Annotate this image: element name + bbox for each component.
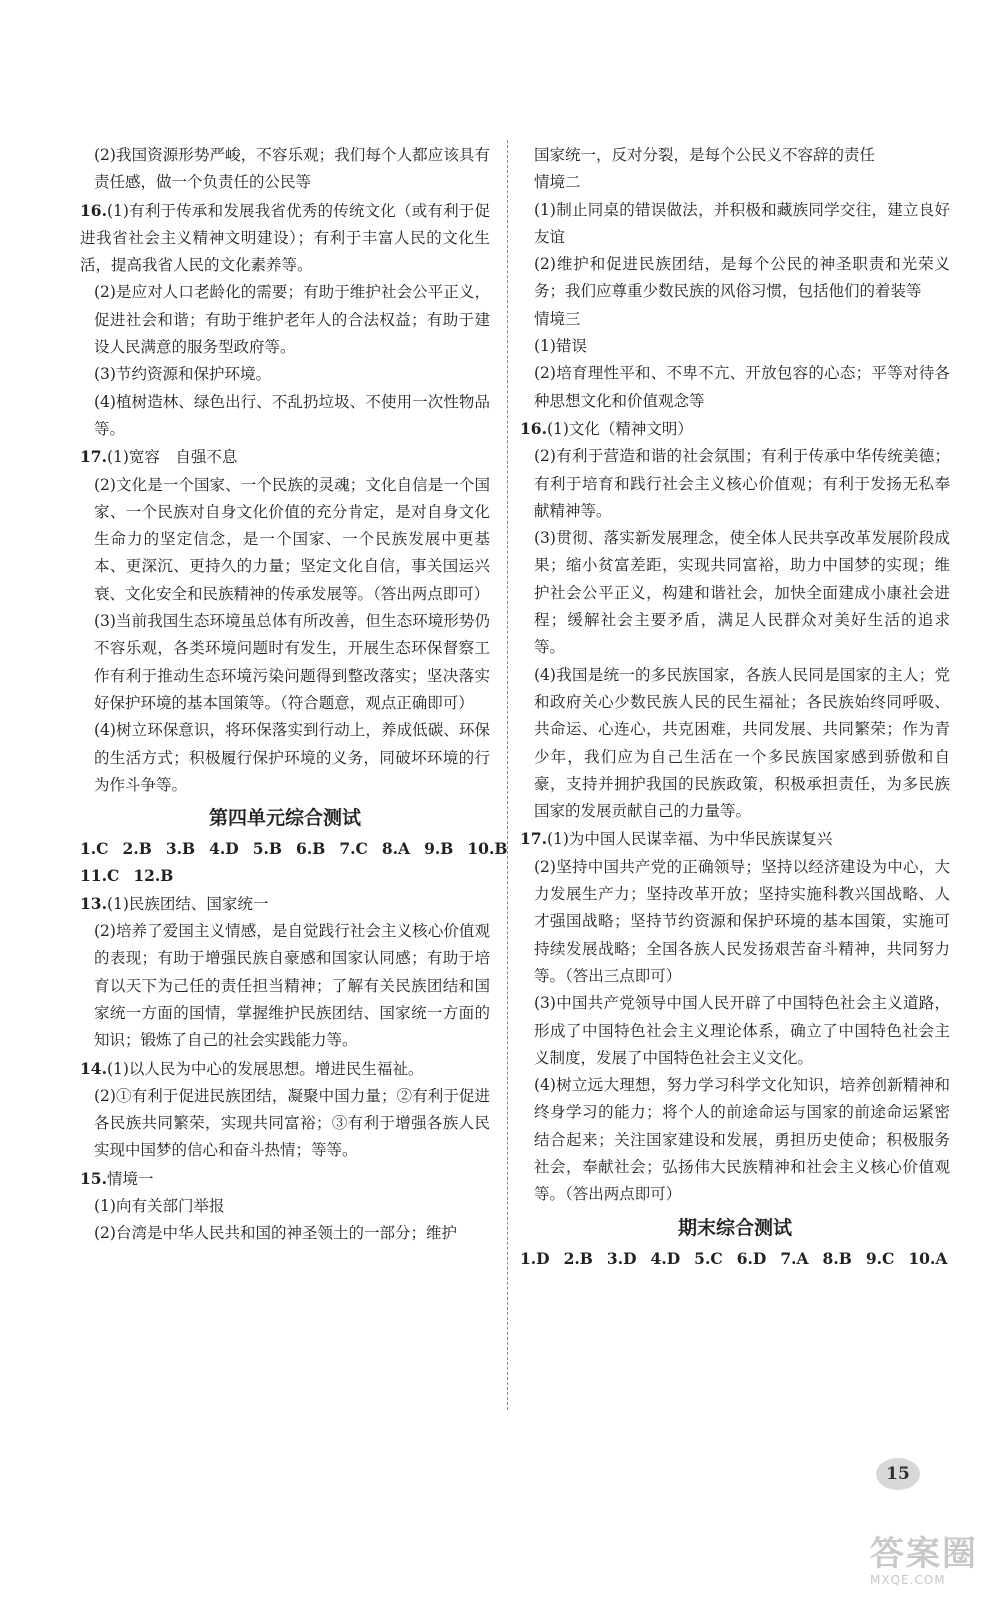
answer-text: (2)是应对人口老龄化的需要；有助于维护社会公平正义，促进社会和谐；有助于维护老年人的合法权益；有助于建设人民满意的服务型政府等。 xyxy=(94,283,490,357)
answer-text: (1)民族团结、国家统一 xyxy=(106,894,269,913)
question-number: 17. xyxy=(80,447,107,467)
answer-text: (2)培育理性平和、不卑不亢、开放包容的心态；平等对待各种思想文化和价值观念等 xyxy=(534,364,950,410)
choice-answer: 3.D xyxy=(606,1248,637,1268)
choice-answers-row xyxy=(520,1245,950,1272)
answer-paragraph xyxy=(80,1055,490,1083)
answer-text: 国家统一，反对分裂，是每个公民义不容辞的责任 xyxy=(534,146,876,164)
choice-answer: 4.D xyxy=(209,839,239,859)
answer-text: (4)我国是统一的多民族国家，各族人民同是国家的主人；党和政府关心少数民族人民的民生福祉；各民族始终同呼吸、共命运、心连心，共克困难，共同发展、共同繁荣；作为青少年，我们应为自己生活在一个多民族国家感到骄傲和自豪，支持并拥护我国的民族政策，积极承担责任，为多民族国家的发展贡献自己的力量等。 xyxy=(534,665,950,821)
choice-answer: 7.C xyxy=(339,839,368,859)
answer-paragraph xyxy=(80,443,490,471)
answer-paragraph xyxy=(520,662,950,826)
answer-paragraph xyxy=(80,389,490,444)
answer-text: 情境二 xyxy=(534,173,581,192)
answer-paragraph xyxy=(80,717,490,799)
answer-paragraph xyxy=(520,415,950,443)
answer-paragraph xyxy=(80,890,490,918)
answer-paragraph xyxy=(80,142,490,197)
answer-paragraph xyxy=(520,142,950,169)
answer-text: (1)有利于传承和发展我省优秀的传统文化（或有利于促进我省社会主义精神文明建设）；有利于丰富人民的文化生活，提高我省人民的文化素养等。 xyxy=(80,201,490,275)
choice-answer: 6.D xyxy=(736,1248,767,1268)
choice-answer: 9.B xyxy=(424,839,454,859)
answer-text: (3)贯彻、落实新发展理念，使全体人民共享改革发展阶段成果；缩小贫富差距，实现共同富裕，助力中国梦的实现；维护社会公平正义，构建和谐社会，加快全面建成小康社会进程；缓解社会主要矛盾，满足人民群众对美好生活的追求等。 xyxy=(534,529,950,657)
watermark-logo xyxy=(870,1535,990,1591)
answer-paragraph xyxy=(520,251,950,306)
answer-paragraph xyxy=(80,197,490,280)
answer-text: (1)以人民为中心的发展思想。增进民生福祉。 xyxy=(106,1059,424,1078)
choice-answer: 12.B xyxy=(133,866,174,886)
answer-paragraph xyxy=(520,1072,950,1208)
choice-answer: 1.C xyxy=(80,839,109,859)
answer-paragraph xyxy=(80,1165,490,1193)
choice-answer: 7.A xyxy=(780,1248,809,1268)
answer-text: (2)坚持中国共产党的正确领导；坚持以经济建设为中心，大力发展生产力；坚持改革开放；坚持实施科教兴国战略、人才强国战略；坚持节约资源和保护环境的基本国策，实施可持续发展战略；全国各族人民发扬艰苦奋斗精神，共同努力等。（答出三点即可） xyxy=(534,857,950,985)
choice-answers-row xyxy=(80,835,508,862)
choice-answer: 10.B xyxy=(467,839,508,859)
question-number: 16. xyxy=(520,418,547,438)
answer-paragraph xyxy=(520,169,950,196)
answer-paragraph xyxy=(520,443,950,525)
choice-answer: 5.C xyxy=(694,1248,723,1268)
choice-answer: 9.C xyxy=(865,1248,895,1268)
answer-text: (1)错误 xyxy=(534,337,587,356)
answer-paragraph xyxy=(80,1193,490,1220)
answer-text: (1)为中国人民谋幸福、为中华民族谋复兴 xyxy=(546,830,833,849)
choice-answer: 6.B xyxy=(296,839,326,859)
choice-answer: 10.A xyxy=(908,1248,948,1268)
question-number: 17. xyxy=(520,829,547,849)
answer-text: 情境三 xyxy=(534,309,581,328)
choice-answer: 2.B xyxy=(563,1248,593,1268)
right-column xyxy=(520,142,950,1272)
choice-answer: 8.B xyxy=(822,1248,852,1268)
page-number-badge xyxy=(862,1452,950,1496)
answer-paragraph xyxy=(520,854,950,990)
answer-text: (3)节约资源和保护环境。 xyxy=(94,365,271,384)
column-divider xyxy=(507,140,508,1410)
choice-answer: 1.D xyxy=(520,1248,550,1268)
page-number: 15 xyxy=(876,1458,920,1490)
answer-text: 情境一 xyxy=(106,1169,154,1188)
answer-text: (2)文化是一个国家、一个民族的灵魂；文化自信是一个国家、一个民族对自身文化价值的充分肯定，是对自身文化生命力的坚定信念，是一个国家、一个民族发展中更基本、更深沉、更持久的力量；坚定文化自信，事关国运兴衰、文化安全和民族精神的传承发展等。（答出两点即可） xyxy=(94,475,490,603)
answer-text: (1)制止同桌的错误做法，并积极和藏族同学交往，建立良好友谊 xyxy=(534,200,950,246)
answer-paragraph xyxy=(80,279,490,361)
answer-text: (2)有利于营造和谐的社会氛围；有利于传承中华传统美德；有利于培育和践行社会主义核心价值观；有利于发扬无私奉献精神等。 xyxy=(534,447,950,520)
question-number: 13. xyxy=(80,893,107,913)
choice-answer: 5.B xyxy=(252,839,283,859)
answer-text: (4)树立环保意识，将环保落实到行动上，养成低碳、环保的生活方式；积极履行保护环境的义务，同破坏环境的行为作斗争等。 xyxy=(94,721,490,794)
answer-text: (1)向有关部门举报 xyxy=(94,1196,225,1215)
choice-answers-row xyxy=(80,862,490,889)
answer-paragraph xyxy=(80,608,490,717)
answer-text: (3)中国共产党领导中国人民开辟了中国特色社会主义道路，形成了中国特色社会主义理论体系，确立了中国特色社会主义制度，发展了中国特色社会主义文化。 xyxy=(534,994,950,1067)
answer-text: (1)文化（精神文明） xyxy=(546,419,693,438)
answer-paragraph xyxy=(80,472,490,608)
answer-text: (4)树立远大理想，努力学习科学文化知识，培养创新精神和终身学习的能力；将个人的前途命运与国家的前途命运紧密结合起来；关注国家建设和发展，勇担历史使命；积极服务社会，奉献社会；弘扬伟大民族精神和社会主义核心价值观等。（答出两点即可） xyxy=(534,1076,950,1204)
answer-text: (2)培养了爱国主义情感，是自觉践行社会主义核心价值观的表现；有助于增强民族自豪感和国家认同感；有助于培育以天下为己任的责任担当精神；了解有关民族团结和国家统一方面的国情，掌握维护民族团结、国家统一方面的知识；锻炼了自己的社会实践能力等。 xyxy=(94,922,490,1050)
answer-paragraph xyxy=(520,333,950,360)
question-number: 16. xyxy=(80,200,107,220)
answer-paragraph xyxy=(520,360,950,415)
choice-answer: 11.C xyxy=(80,866,120,886)
answer-text: (2)我国资源形势严峻，不容乐观；我们每个人都应该具有责任感，做一个负责任的公民等 xyxy=(94,146,490,192)
answer-text: (4)植树造林、绿色出行、不乱扔垃圾、不使用一次性物品等。 xyxy=(94,392,490,438)
choice-answer: 2.B xyxy=(122,839,152,859)
choice-answer: 4.D xyxy=(650,1248,681,1268)
answer-paragraph xyxy=(80,918,490,1054)
answer-paragraph xyxy=(520,525,950,661)
answer-text: (1)宽容 自强不息 xyxy=(106,448,238,467)
answer-paragraph xyxy=(80,1220,490,1247)
answer-text: (2)台湾是中华人民共和国的神圣领土的一部分；维护 xyxy=(94,1224,457,1243)
answer-paragraph xyxy=(520,197,950,252)
left-column xyxy=(80,142,508,1248)
watermark-main: 答案圈 xyxy=(870,1534,978,1574)
question-number: 15. xyxy=(80,1168,107,1188)
answer-paragraph xyxy=(520,825,950,853)
answer-text: (3)当前我国生态环境虽总体有所改善，但生态环境形势仍不容乐观，各类环境问题时有发生，开展生态环保督察工作有利于推动生态环境污染问题得到整改落实；坚决落实好保护环境的基本国策等。（符合题意，观点正确即可） xyxy=(94,612,490,712)
watermark-sub: MXQE.COM xyxy=(870,1573,946,1587)
choice-answer: 3.B xyxy=(165,839,196,859)
question-number: 14. xyxy=(80,1058,107,1078)
section-heading-unit4: 第四单元综合测试 xyxy=(208,807,361,830)
answer-paragraph xyxy=(520,306,950,333)
answer-text: (2)维护和促进民族团结，是每个公民的神圣职责和光荣义务；我们应尊重少数民族的风俗习惯，包括他们的着装等 xyxy=(534,255,950,301)
answer-paragraph xyxy=(80,361,490,388)
answer-paragraph xyxy=(520,990,950,1072)
answer-text: (2)①有利于促进民族团结，凝聚中国力量；②有利于促进各民族共同繁荣，实现共同富裕；③有利于增强各族人民实现中国梦的信心和奋斗热情；等等。 xyxy=(94,1086,490,1160)
section-heading-final: 期末综合测试 xyxy=(677,1216,792,1239)
choice-answer: 8.A xyxy=(381,839,411,859)
answer-paragraph xyxy=(80,1083,490,1165)
